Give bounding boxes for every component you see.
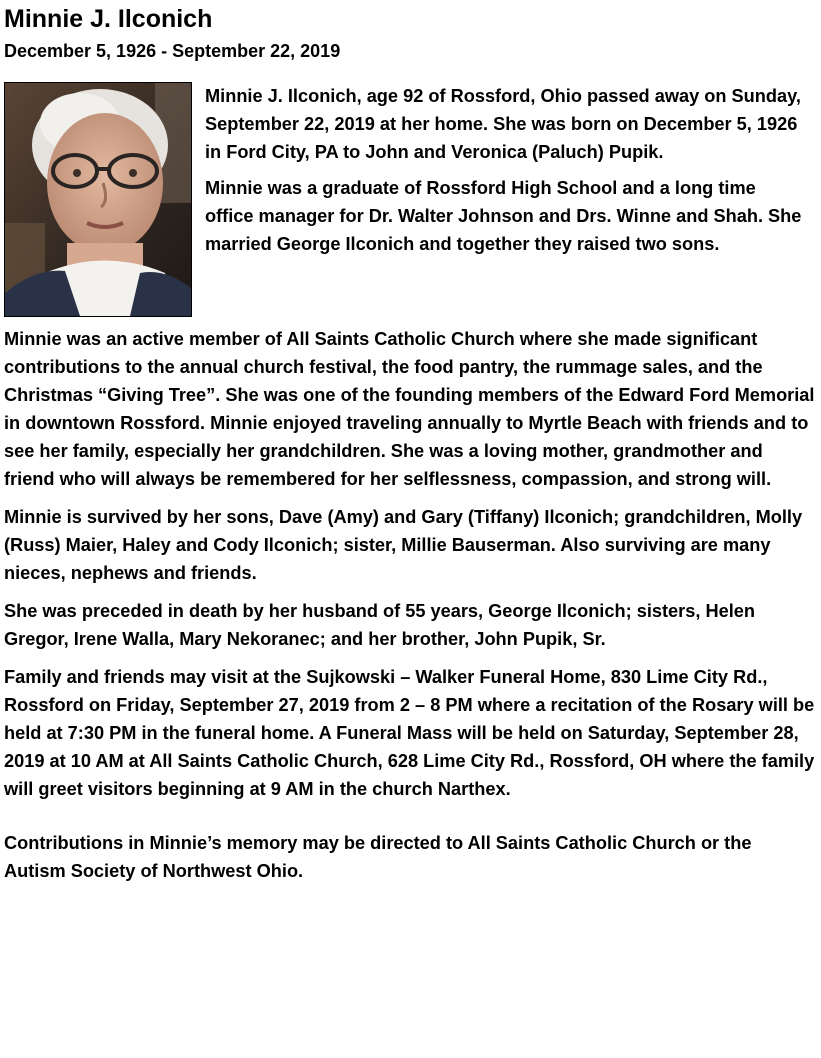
paragraph-career: Minnie was a graduate of Rossford High School and a long time office manager for Dr. Walter Johnson and Drs. Winne and Shah. She married George Ilconich and together they raised two sons. <box>205 178 802 254</box>
paragraph-contributions: Contributions in Minnie’s memory may be directed to All Saints Catholic Church or the Autism Society of Northwest Ohio. <box>4 833 752 881</box>
paragraph-services: Family and friends may visit at the Sujkowski – Walker Funeral Home, 830 Lime City Rd., Rossford on Friday, September 27, 2019 from 2 – 8 PM where a recitation of the Rosary will be held at 7:30 PM in the funeral home. A Funeral Mass will be held on Saturday, September 28, 2019 at 10 AM at All Saints Catholic Church, 628 Lime City Rd., Rossford, OH where the family will greet visitors beginning at 9 AM in the church Narthex. <box>4 667 815 799</box>
portrait-photo-icon <box>5 83 191 316</box>
page-title: Minnie J. Ilconich <box>4 5 213 33</box>
paragraph-church: Minnie was an active member of All Saints Catholic Church where she made significant contributions to the annual church festival, the food pantry, the rummage sales, and the Christmas “Giving Tree”. She was one of the founding members of the Edward Ford Memorial in downtown Rossford. Minnie enjoyed traveling annually to Myrtle Beach with friends and to see her family, especially her grandchildren. She was a loving mother, grandmother and friend who will always be remembered for her selflessness, compassion, and strong will. <box>4 329 815 489</box>
portrait-photo <box>4 82 192 317</box>
intro-section <box>4 82 816 317</box>
paragraph-preceded: She was preceded in death by her husband of 55 years, George Ilconich; sisters, Helen Gregor, Irene Walla, Mary Nekoranec; and her brother, John Pupik, Sr. <box>4 601 755 649</box>
paragraph-survivors: Minnie is survived by her sons, Dave (Amy) and Gary (Tiffany) Ilconich; grandchildren, Molly (Russ) Maier, Haley and Cody Ilconich; sister, Millie Bauserman. Also surviving are many nieces, nephews and friends. <box>4 507 803 583</box>
obituary-page <box>4 4 816 885</box>
paragraph-intro: Minnie J. Ilconich, age 92 of Rossford, Ohio passed away on Sunday, September 22, 2019 at her home. She was born on December 5, 1926 in Ford City, PA to John and Veronica (Paluch) Pupik. <box>205 86 801 162</box>
life-dates: December 5, 1926 - September 22, 2019 <box>4 41 341 61</box>
